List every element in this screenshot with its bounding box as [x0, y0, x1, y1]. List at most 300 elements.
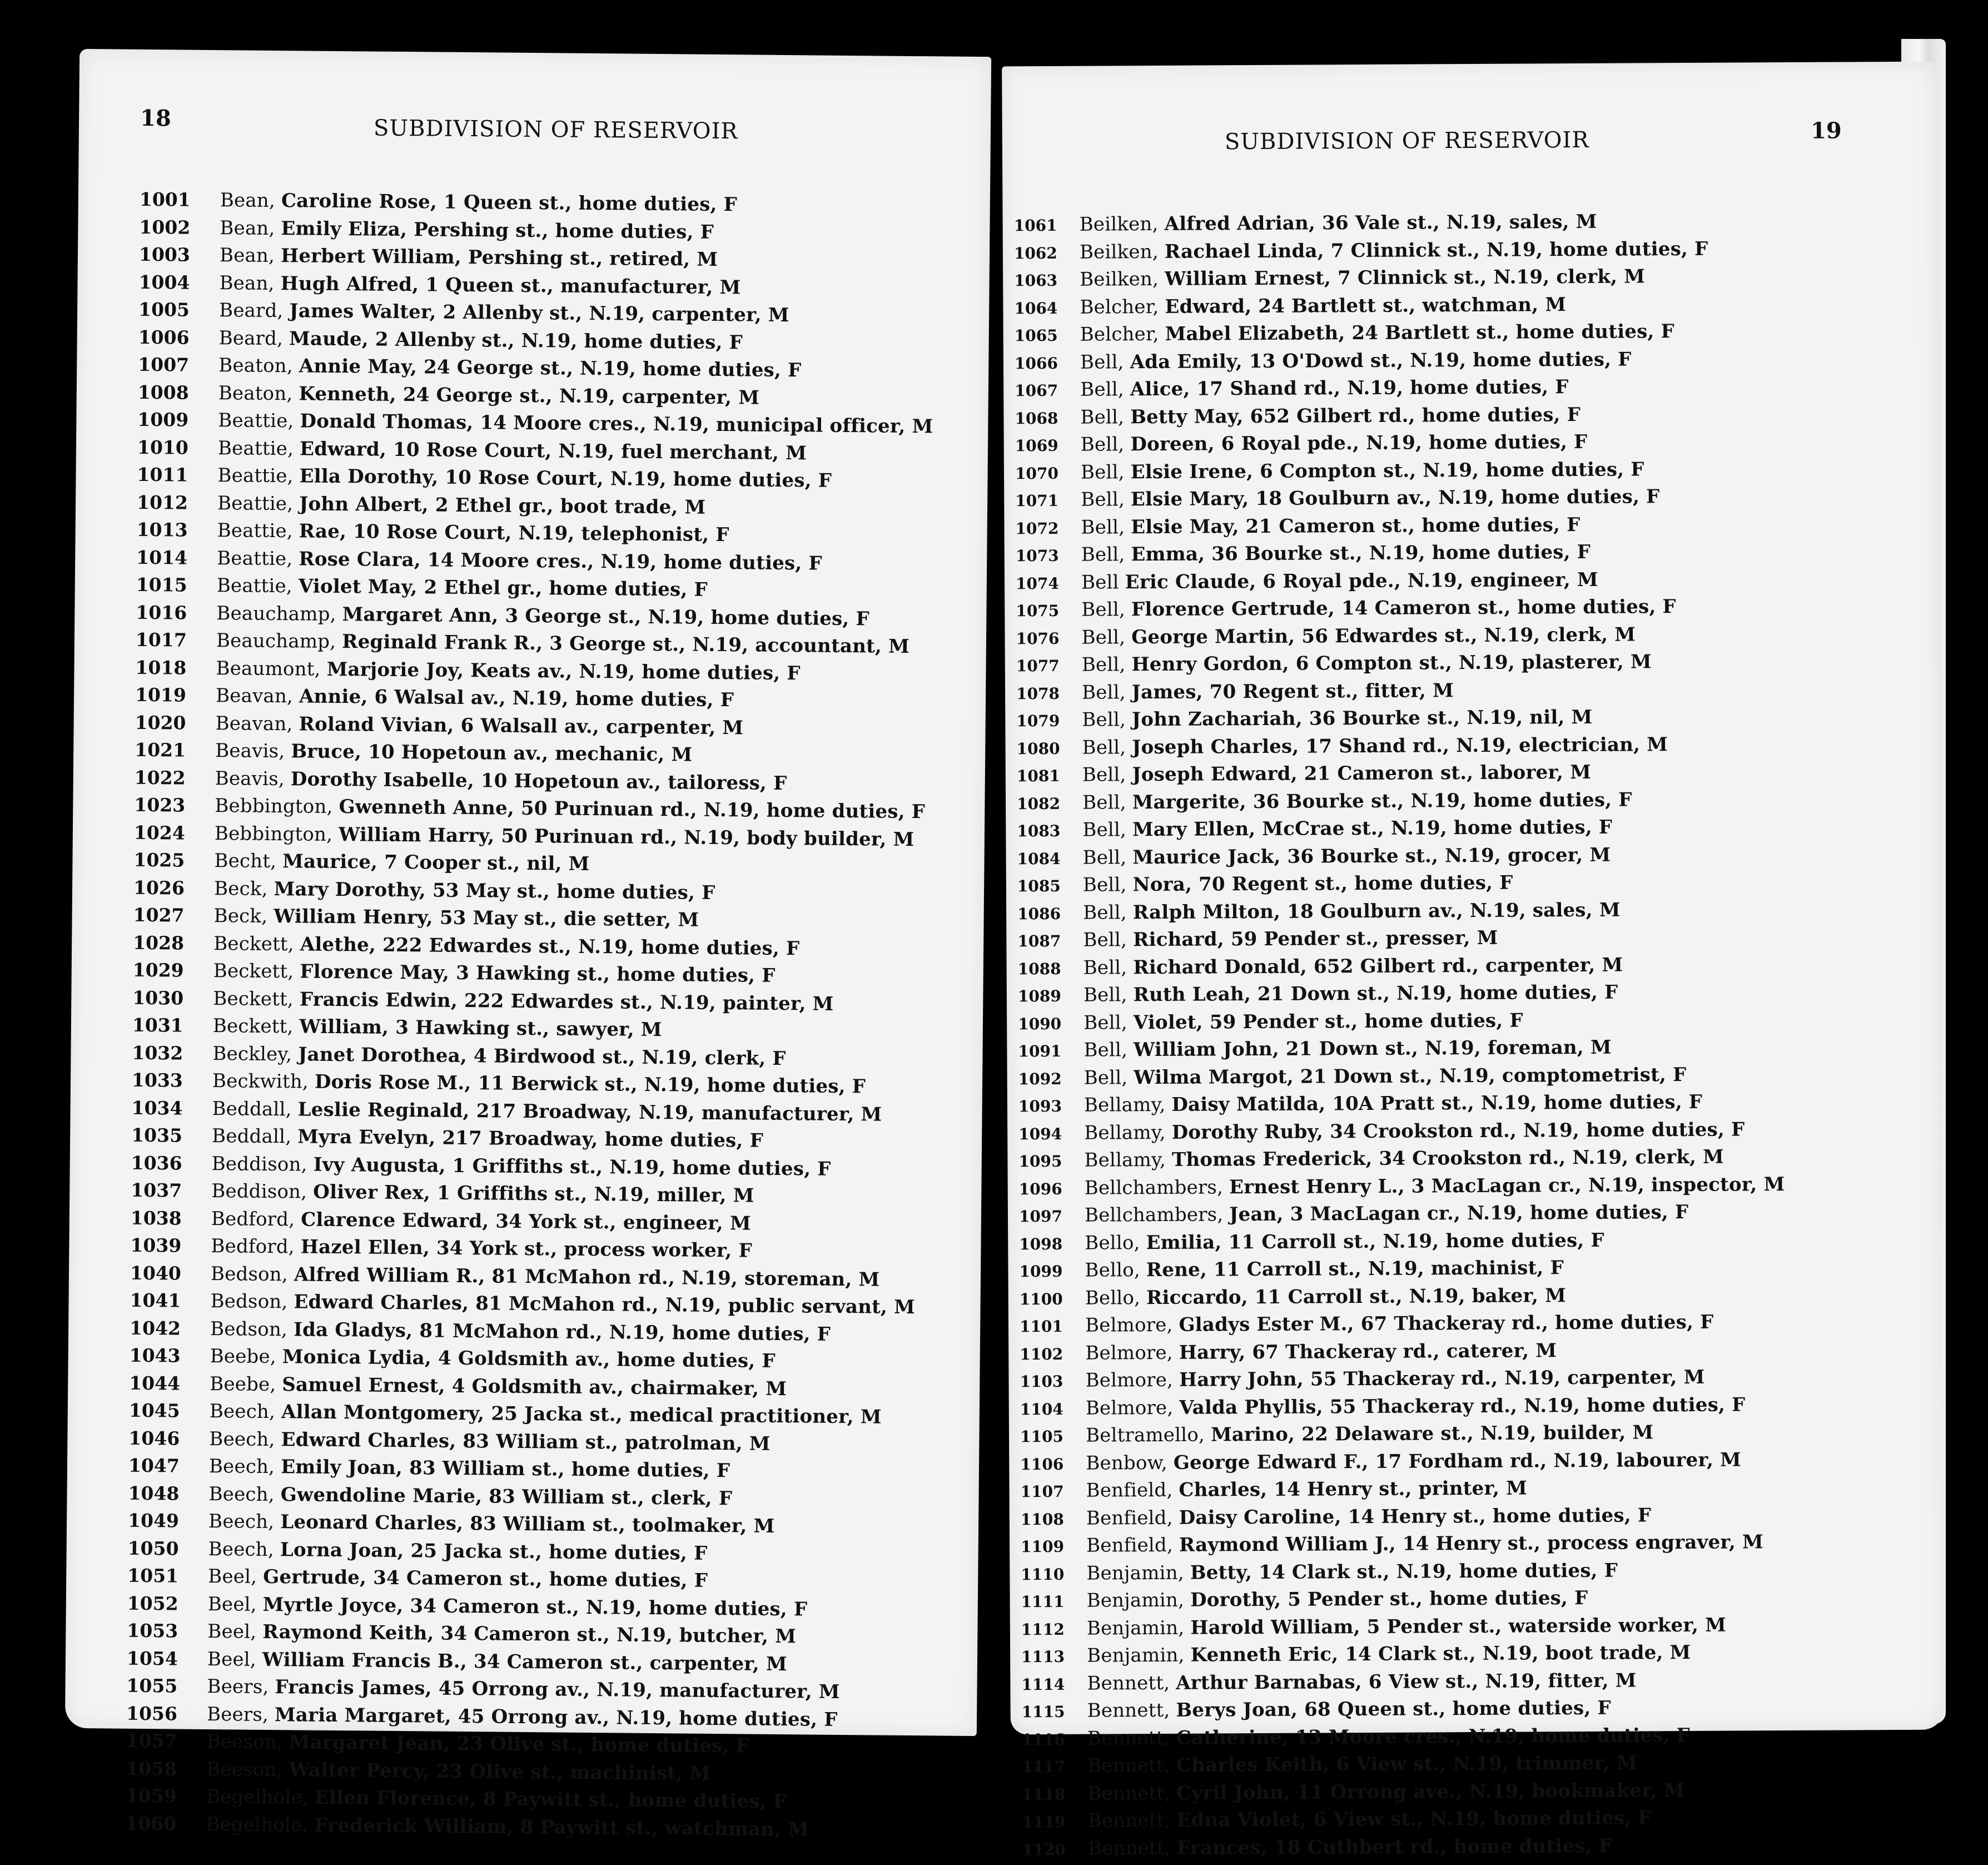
entry-number: 1044 — [129, 1372, 181, 1395]
entry-surname: Bedson, — [210, 1290, 288, 1313]
entry-text — [216, 685, 734, 711]
list-item — [1015, 320, 1781, 351]
list-item — [1022, 1806, 1788, 1838]
entry-text — [1082, 651, 1652, 676]
entry-details: George Edward F., 17 Fordham rd., N.19, labourer, M — [1173, 1448, 1742, 1474]
entry-surname: Begelhole, — [206, 1785, 309, 1809]
entry-surname: Benfield, — [1086, 1534, 1174, 1557]
entry-number: 1107 — [1020, 1482, 1064, 1501]
entry-details: Ellen Florence, 8 Paywitt st., home duties, F — [314, 1786, 787, 1813]
entry-details: Herbert William, Pershing st., retired, M — [280, 245, 718, 271]
entry-details: George Martin, 56 Edwardes st., N.19, clerk, M — [1131, 623, 1636, 648]
entry-surname: Belmore, — [1085, 1396, 1174, 1420]
entry-surname: Bean, — [220, 216, 275, 240]
entry-number: 1097 — [1018, 1207, 1063, 1226]
entry-text — [1082, 679, 1454, 704]
entry-details: Harry John, 55 Thackeray rd., N.19, carpenter, M — [1179, 1366, 1705, 1391]
entry-text — [1085, 1311, 1714, 1337]
entry-text — [1084, 1063, 1687, 1089]
entry-surname: Bell, — [1083, 929, 1127, 951]
entry-number: 1026 — [133, 876, 185, 899]
entry-text — [212, 1125, 763, 1152]
entry-surname: Bennett, — [1087, 1754, 1171, 1777]
entry-details: Richard Donald, 652 Gilbert rd., carpenter, M — [1133, 954, 1623, 979]
entry-details: Frances, 18 Cuthbert rd., home duties, F — [1176, 1834, 1613, 1859]
entry-number: 1039 — [130, 1234, 182, 1257]
entry-details: Allan Montgomery, 25 Jacka st., medical practitioner, M — [281, 1401, 882, 1428]
entry-text — [206, 1758, 710, 1785]
entry-surname: Bell, — [1082, 791, 1126, 814]
entry-number: 1037 — [131, 1179, 182, 1202]
entry-details: Caroline Rose, 1 Queen st., home duties, F — [281, 190, 738, 216]
entry-text — [1082, 733, 1668, 759]
entry-number: 1006 — [138, 326, 190, 349]
entry-details: Hugh Alfred, 1 Queen st., manufacturer, M — [280, 272, 741, 299]
entry-details: Charles, 14 Henry st., printer, M — [1179, 1477, 1528, 1501]
entry-details: Kenneth, 24 George st., N.19, carpenter, M — [299, 382, 760, 409]
list-item — [1018, 1008, 1784, 1040]
entry-surname: Beattie, — [217, 519, 293, 543]
list-item — [1017, 898, 1783, 930]
entry-surname: Belmore, — [1085, 1341, 1173, 1365]
entry-number: 1032 — [132, 1041, 183, 1064]
entry-text — [220, 217, 714, 244]
entry-details: Edward, 24 Bartlett st., watchman, M — [1165, 293, 1567, 318]
list-item — [1019, 1256, 1785, 1287]
list-item — [1015, 430, 1781, 462]
entry-text — [1081, 431, 1588, 456]
entry-surname: Beattie, — [217, 437, 294, 460]
entry-surname: Benfield, — [1086, 1506, 1173, 1530]
entry-text — [209, 1455, 730, 1482]
entry-number: 1110 — [1021, 1565, 1065, 1584]
entry-number: 1041 — [130, 1289, 181, 1312]
entry-number: 1081 — [1016, 766, 1060, 786]
entry-number: 1119 — [1022, 1812, 1066, 1832]
entry-surname: Beaton, — [218, 354, 294, 378]
entry-details: Walter Percy, 23 Olive st., machinist, M — [289, 1758, 711, 1785]
entry-number: 1085 — [1017, 876, 1061, 896]
entry-text — [217, 464, 832, 492]
entry-text — [210, 1373, 787, 1400]
entry-details: John Zachariah, 36 Bourke st., N.19, nil, M — [1131, 706, 1593, 731]
entry-details: Francis James, 45 Orrong av., N.19, manufacturer, M — [275, 1676, 840, 1703]
entry-surname: Beckett, — [212, 1015, 294, 1038]
entry-number: 1045 — [128, 1399, 180, 1422]
list-item — [1022, 1696, 1788, 1728]
entry-surname: Beattie, — [218, 409, 294, 433]
entry-details: Daisy Caroline, 14 Henry st., home duties, F — [1179, 1504, 1652, 1529]
entry-text — [1084, 1091, 1702, 1117]
list-item — [1018, 1063, 1785, 1095]
entry-number: 1022 — [134, 766, 186, 789]
entry-text — [211, 1208, 751, 1234]
list-item — [1015, 458, 1781, 489]
entry-surname: Beard, — [218, 299, 284, 323]
entry-surname: Beel, — [207, 1648, 257, 1671]
entry-text — [1084, 1036, 1612, 1062]
entry-number: 1013 — [136, 518, 188, 541]
entry-number: 1014 — [136, 546, 188, 569]
entry-surname: Bedford, — [211, 1235, 295, 1258]
entry-number: 1103 — [1020, 1372, 1063, 1391]
list-item — [1017, 843, 1783, 875]
entry-surname: Bell, — [1081, 515, 1125, 539]
entry-details: Gwendoline Marie, 83 William st., clerk, F — [280, 1483, 733, 1510]
list-item — [1017, 815, 1783, 847]
entry-surname: Beeson, — [206, 1730, 284, 1754]
entry-details: Donald Thomas, 14 Moore cres., N.19, municipal officer, M — [300, 410, 933, 438]
entry-number: 1018 — [135, 656, 187, 679]
entry-surname: Beattie, — [217, 492, 294, 515]
entry-text — [1086, 1449, 1741, 1474]
entry-text — [213, 905, 699, 931]
entry-details: Myra Evelyn, 217 Broadway, home duties, F — [297, 1125, 764, 1152]
entry-details: Rae, 10 Rose Court, N.19, telephonist, F — [299, 520, 729, 547]
entry-text — [1080, 348, 1632, 373]
entry-text — [206, 1813, 809, 1841]
entry-details: Frederick William, 8 Paywitt st., watchman, M — [314, 1814, 809, 1841]
entry-number: 1083 — [1017, 821, 1061, 841]
entry-text — [215, 740, 692, 766]
entry-details: Ida Gladys, 81 McMahon rd., N.19, home duties, F — [293, 1318, 831, 1346]
list-item — [1021, 1559, 1787, 1590]
entry-text — [1085, 1340, 1557, 1364]
entry-surname: Beckley, — [212, 1042, 292, 1065]
entry-details: Nora, 70 Regent st., home duties, F — [1132, 871, 1513, 896]
list-item — [1019, 1228, 1785, 1260]
entry-text — [213, 988, 834, 1015]
entry-surname: Beattie, — [216, 574, 293, 598]
entry-surname: Bell, — [1080, 460, 1125, 484]
entry-surname: Bennett, — [1087, 1809, 1171, 1832]
list-item — [1018, 953, 1784, 985]
list-item — [1017, 925, 1783, 957]
entry-surname: Beeson, — [206, 1758, 283, 1781]
entry-text — [218, 382, 760, 409]
entry-details: James Walter, 2 Allenby st., N.19, carpenter, M — [289, 300, 789, 327]
entry-number: 1090 — [1018, 1014, 1062, 1033]
entry-details: Mary Dorothy, 53 May st., home duties, F — [274, 877, 715, 904]
entry-number: 1001 — [139, 188, 191, 211]
list-item — [1022, 1751, 1788, 1783]
entry-number: 1086 — [1017, 904, 1061, 923]
entry-number: 1004 — [138, 271, 190, 294]
list-item — [1020, 1311, 1786, 1342]
entry-details: William John, 21 Down st., N.19, foreman, M — [1134, 1036, 1612, 1062]
entry-surname: Becht, — [214, 850, 277, 873]
entry-number: 1063 — [1014, 271, 1058, 290]
entry-text — [220, 244, 718, 271]
entry-number: 1060 — [125, 1812, 177, 1835]
entry-surname: Beck, — [213, 905, 268, 927]
entry-surname: Bell, — [1082, 874, 1127, 896]
entry-surname: Beavan, — [215, 712, 293, 735]
entry-number: 1017 — [135, 628, 187, 651]
list-item — [1021, 1669, 1787, 1700]
entry-number: 1111 — [1021, 1592, 1065, 1611]
entry-details: Leslie Reginald, 217 Broadway, N.19, manufacturer, M — [297, 1098, 882, 1126]
entry-text — [1087, 1724, 1690, 1749]
entry-surname: Bell, — [1081, 543, 1125, 566]
entry-details: Rachael Linda, 7 Clinnick st., N.19, home duties, F — [1164, 237, 1708, 263]
entry-details: Betty, 14 Clark st., N.19, home duties, F — [1190, 1559, 1618, 1584]
entry-text — [1086, 1531, 1763, 1556]
entry-text — [207, 1703, 838, 1731]
list-item — [1018, 1118, 1785, 1150]
entry-number: 1094 — [1018, 1124, 1062, 1143]
list-item — [1016, 678, 1782, 710]
entry-number: 1070 — [1015, 464, 1059, 483]
entry-surname: Bell, — [1083, 956, 1127, 979]
entry-text — [217, 492, 706, 519]
entry-surname: Bello, — [1085, 1286, 1141, 1310]
running-head: SUBDIVISION OF RESERVOIR — [373, 115, 738, 145]
entry-details: William Francis B., 34 Cameron st., carpenter, M — [262, 1648, 787, 1675]
entry-surname: Bedford, — [211, 1207, 295, 1231]
entry-number: 1088 — [1017, 959, 1061, 978]
entry-number: 1055 — [126, 1674, 178, 1697]
entry-details: Cyril John, 11 Orrong ave., N.19, bookmaker, M — [1176, 1779, 1685, 1804]
entry-surname: Bell — [1081, 571, 1119, 594]
entry-text — [1081, 458, 1644, 483]
entry-text — [213, 932, 800, 960]
entry-number: 1056 — [126, 1702, 178, 1725]
entry-number: 1096 — [1018, 1179, 1062, 1198]
entry-text — [1085, 1229, 1604, 1254]
entry-details: Gladys Ester M., 67 Thackeray rd., home duties, F — [1179, 1311, 1714, 1336]
entry-details: Daisy Matilda, 10A Pratt st., N.19, home duties, F — [1171, 1090, 1703, 1116]
entry-surname: Begelhole, — [206, 1813, 309, 1837]
entry-details: Edward Charles, 83 William st., patrolman, M — [281, 1428, 771, 1455]
entry-text — [207, 1675, 840, 1703]
entry-surname: Bellamy, — [1084, 1148, 1166, 1172]
entry-details: Rose Clara, 14 Moore cres., N.19, home duties, F — [299, 547, 822, 575]
entry-details: Emilia, 11 Carroll st., N.19, home duties, F — [1146, 1229, 1604, 1254]
entry-number: 1066 — [1014, 354, 1058, 373]
entry-number: 1072 — [1015, 519, 1059, 538]
running-head: SUBDIVISION OF RESERVOIR — [1224, 127, 1589, 155]
list-item — [1021, 1504, 1787, 1535]
entry-text — [1083, 844, 1611, 869]
entry-number: 1031 — [132, 1014, 183, 1036]
entry-text — [1085, 1257, 1564, 1282]
entry-surname: Beel, — [208, 1565, 257, 1588]
page-number: 18 — [140, 105, 172, 132]
entry-surname: Bebbington, — [214, 822, 333, 846]
entry-text — [1082, 816, 1612, 841]
entry-details: Marino, 22 Delaware st., N.19, builder, M — [1210, 1421, 1654, 1446]
entry-details: James, 70 Regent st., fitter, M — [1131, 679, 1454, 703]
entry-surname: Bennett, — [1087, 1671, 1170, 1695]
entry-surname: Bell, — [1083, 901, 1127, 924]
entry-number: 1010 — [137, 436, 188, 459]
entry-text — [1084, 1009, 1523, 1034]
entry-surname: Bell, — [1081, 598, 1126, 621]
entry-text — [1082, 761, 1591, 786]
entry-text — [1087, 1641, 1691, 1667]
list-item — [1020, 1338, 1786, 1370]
list-item — [1015, 403, 1781, 434]
entry-number: 1091 — [1018, 1041, 1062, 1061]
entry-surname: Beebe, — [210, 1345, 276, 1368]
list-item — [1015, 348, 1781, 379]
entry-number: 1047 — [128, 1454, 180, 1477]
entry-number: 1008 — [137, 381, 189, 404]
entry-text — [211, 1235, 752, 1262]
entry-details: Alfred William R., 81 McMahon rd., N.19, storeman, M — [294, 1263, 880, 1291]
entry-number: 1113 — [1021, 1647, 1065, 1666]
entry-text — [213, 960, 776, 987]
entry-number: 1052 — [127, 1592, 178, 1615]
entry-surname: Bell, — [1081, 681, 1126, 704]
entry-text — [208, 1565, 708, 1592]
entry-surname: Bello, — [1085, 1259, 1140, 1282]
entry-text — [1081, 513, 1580, 538]
entry-surname: Bell, — [1084, 1039, 1128, 1062]
entry-number: 1069 — [1015, 436, 1058, 455]
entry-surname: Bennett, — [1087, 1699, 1170, 1722]
entry-surname: Beckett, — [213, 960, 294, 983]
entry-surname: Beel, — [207, 1593, 257, 1616]
list-item — [1017, 788, 1783, 820]
entry-surname: Bean, — [220, 189, 276, 212]
entry-text — [210, 1345, 776, 1372]
entry-details: Ralph Milton, 18 Goulburn av., N.19, sales, M — [1132, 899, 1621, 924]
entry-text — [214, 877, 715, 904]
entry-surname: Bellamy, — [1084, 1121, 1166, 1144]
entry-surname: Belmore, — [1085, 1368, 1174, 1392]
list-item — [1020, 1393, 1786, 1425]
entry-surname: Beel, — [207, 1620, 257, 1643]
list-item — [1016, 650, 1782, 682]
entry-number: 1102 — [1020, 1345, 1063, 1363]
list-item — [1018, 1145, 1785, 1177]
entry-number: 1093 — [1018, 1097, 1062, 1116]
entry-surname: Bell, — [1081, 653, 1126, 676]
entry-details: Maurice Jack, 36 Bourke st., N.19, grocer, M — [1132, 844, 1611, 869]
entry-surname: Benjamin, — [1087, 1644, 1185, 1667]
entry-number: 1046 — [128, 1427, 180, 1450]
entry-surname: Beilken, — [1079, 240, 1159, 264]
entry-details: Joseph Charles, 17 Shand rd., N.19, electrician, M — [1132, 733, 1668, 758]
entry-surname: Bean, — [219, 244, 275, 267]
entry-text — [1083, 927, 1498, 951]
entry-details: Raymond William J., 14 Henry st., process engraver, M — [1179, 1531, 1764, 1556]
entry-surname: Beavan, — [215, 685, 294, 708]
entry-details: Wilma Margot, 21 Down st., N.19, comptometrist, F — [1134, 1063, 1687, 1089]
entry-number: 1024 — [133, 821, 185, 844]
entry-surname: Bellamy, — [1084, 1093, 1166, 1117]
entry-number: 1038 — [130, 1207, 182, 1229]
entry-number: 1084 — [1017, 849, 1061, 868]
entry-number: 1098 — [1019, 1234, 1063, 1253]
entry-number: 1061 — [1013, 216, 1057, 235]
entry-details: Clarence Edward, 34 York st., engineer, M — [301, 1208, 751, 1235]
entry-text — [1080, 403, 1581, 428]
entry-details: Kenneth Eric, 14 Clark st., N.19, boot trade, M — [1190, 1641, 1691, 1666]
entry-surname: Bell, — [1084, 1066, 1128, 1089]
entry-details: Eric Claude, 6 Royal pde., N.19, engineer, M — [1125, 568, 1598, 593]
entry-number: 1099 — [1019, 1262, 1063, 1281]
list-item — [1022, 1834, 1788, 1865]
entry-details: Hazel Ellen, 34 York st., process worker, F — [300, 1236, 753, 1262]
list-item — [1019, 1201, 1785, 1232]
entry-details: Raymond Keith, 34 Cameron st., N.19, butcher, M — [262, 1620, 797, 1648]
entry-surname: Bell, — [1082, 736, 1126, 759]
entry-surname: Beckwith, — [212, 1070, 309, 1093]
entry-text — [1081, 485, 1659, 510]
entry-surname: Beckett, — [213, 932, 294, 955]
entry-number: 1112 — [1021, 1620, 1065, 1639]
entry-number: 1002 — [139, 216, 191, 239]
entry-surname: Beech, — [209, 1400, 276, 1423]
entry-text — [1080, 376, 1569, 401]
entry-list — [1014, 210, 1788, 1865]
entry-surname: Benbow, — [1086, 1451, 1167, 1475]
entry-number: 1021 — [135, 738, 186, 761]
entry-details: John Albert, 2 Ethel gr., boot trade, M — [299, 492, 706, 519]
entry-surname: Bell, — [1082, 819, 1127, 841]
entry-number: 1115 — [1021, 1702, 1065, 1722]
entry-number: 1080 — [1016, 739, 1060, 758]
entry-details: William Henry, 53 May st., die setter, M — [274, 905, 699, 931]
page-number: 19 — [1810, 117, 1842, 144]
entry-text — [217, 547, 822, 574]
entry-text — [1086, 1559, 1618, 1584]
entry-number: 1025 — [133, 849, 185, 871]
entry-number: 1009 — [137, 408, 189, 431]
entry-number: 1042 — [129, 1317, 181, 1340]
entry-details: Alethe, 222 Edwardes st., N.19, home duties, F — [300, 932, 800, 960]
entry-number: 1050 — [127, 1537, 179, 1560]
entry-surname: Bedson, — [210, 1317, 288, 1341]
entry-details: Henry Gordon, 6 Compton st., N.19, plasterer, M — [1131, 651, 1652, 676]
entry-details: Bruce, 10 Hopetoun av., mechanic, M — [291, 740, 693, 766]
entry-number: 1074 — [1015, 574, 1060, 593]
entry-surname: Beard, — [218, 326, 284, 350]
entry-number: 1027 — [133, 904, 185, 926]
list-item — [1021, 1531, 1787, 1563]
entry-text — [1087, 1669, 1636, 1694]
entry-details: Ruth Leah, 21 Down st., N.19, home duties, F — [1133, 981, 1618, 1006]
entry-text — [1086, 1477, 1527, 1502]
entry-details: William Ernest, 7 Clinnick st., N.19, clerk, M — [1164, 265, 1646, 290]
entry-number: 1078 — [1016, 684, 1060, 703]
entry-details: Valda Phyllis, 55 Thackeray rd., N.19, home duties, F — [1179, 1393, 1746, 1419]
entry-details: Monica Lydia, 4 Goldsmith av., home duties, F — [282, 1346, 776, 1372]
entry-details: Thomas Frederick, 34 Crookston rd., N.19, clerk, M — [1171, 1145, 1724, 1171]
entry-number: 1029 — [132, 959, 184, 981]
entry-surname: Beddison, — [211, 1180, 307, 1203]
entry-surname: Bell, — [1082, 846, 1127, 869]
entry-surname: Beckett, — [213, 987, 294, 1010]
list-item — [1016, 705, 1782, 737]
entry-surname: Beauchamp, — [216, 602, 336, 626]
list-item — [1014, 237, 1780, 269]
entry-number: 1058 — [126, 1757, 177, 1780]
entry-details: Margaret Ann, 3 George st., N.19, home duties, F — [342, 603, 869, 630]
entry-text — [1081, 596, 1676, 621]
entry-surname: Bell, — [1082, 708, 1126, 731]
entry-text — [213, 1015, 662, 1041]
list-item — [1015, 513, 1781, 544]
entry-surname: Beavis, — [215, 767, 285, 790]
entry-number: 1077 — [1016, 656, 1060, 676]
entry-details: Violet May, 2 Ethel gr., home duties, F — [298, 575, 708, 601]
entry-text — [208, 1538, 708, 1565]
entry-details: Annie, 6 Walsal av., N.19, home duties, F — [299, 685, 734, 712]
